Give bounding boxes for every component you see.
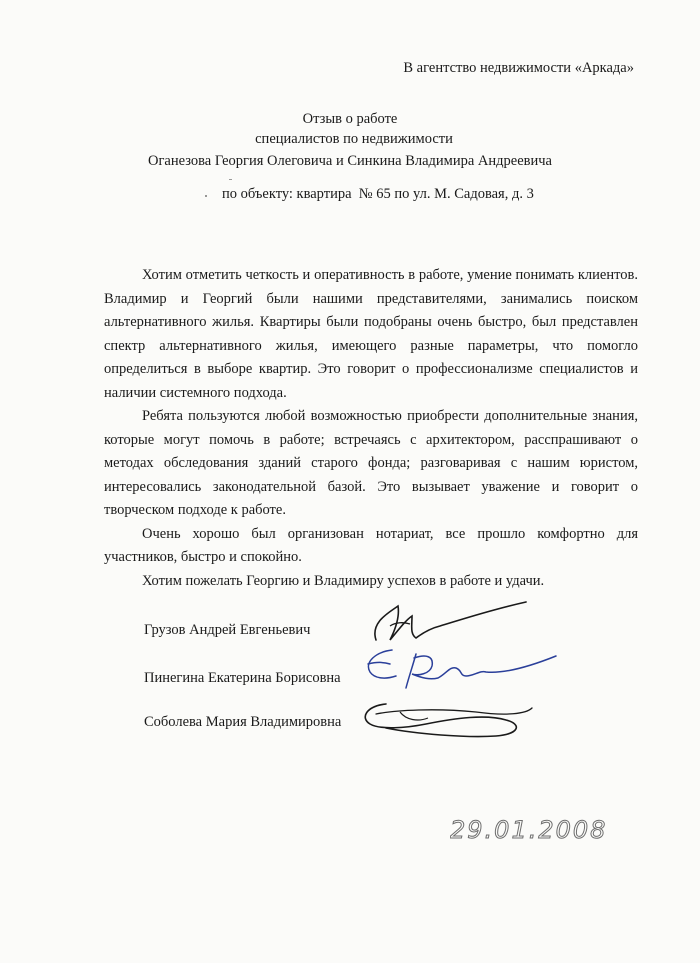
paragraph: Очень хорошо был организован нотариат, все прошло комфортно для участников, быстро и спокойно. [104, 525, 638, 565]
signature-pinegina [356, 640, 562, 696]
handwritten-date [450, 810, 620, 850]
paragraph: Хотим пожелать Георгию и Владимиру успехов в работе и удачи. [142, 572, 545, 589]
property-object: по объекту: квартира № 65 по ул. М. Садовая, д. 3 [222, 186, 534, 202]
title-line-2: специалистов по недвижимости [255, 131, 453, 147]
title-line-1: Отзыв о работе [302, 111, 398, 127]
paragraph: Ребята пользуются любой возможностью приобрести дополнительные знания, которые могут помочь в работе; встречаясь с архитектором, расспрашивают о методах обследования зданий старого фонда; разговаривая с нашим юристом, интересовались законодательной базой. Это вызывает уважение и говорит о творческом подходе к работе. [104, 408, 638, 518]
addressee: В агентство недвижимости «Аркада» [403, 60, 634, 76]
letter-body [104, 264, 638, 593]
signatory-name: Грузов Андрей Евгеньевич [144, 622, 311, 638]
signatory-name: Пинегина Екатерина Борисовна [144, 670, 341, 686]
specialists-names: Оганезова Георгия Олеговича и Синкина Владимира Андреевича [148, 153, 552, 169]
date-text: 29.01.2008 [450, 816, 608, 844]
paragraph: Хотим отметить четкость и оперативность в работе, умение понимать клиентов. Владимир и Георгий были нашими представителями, занимались поиском альтернативного жилья. Квартиры были подобраны очень быстро, был представлен спектр альтернативного жилья, имеющего разные параметры, что помогло определиться в выборе квартир. Это говорит о профессионализме специалистов и наличии системного подхода. [104, 267, 638, 401]
document-title [0, 109, 700, 149]
signature-soboleva [356, 694, 536, 744]
signatory-name: Соболева Мария Владимировна [144, 714, 342, 730]
scan-speck [205, 195, 207, 197]
scan-speck [229, 179, 232, 180]
